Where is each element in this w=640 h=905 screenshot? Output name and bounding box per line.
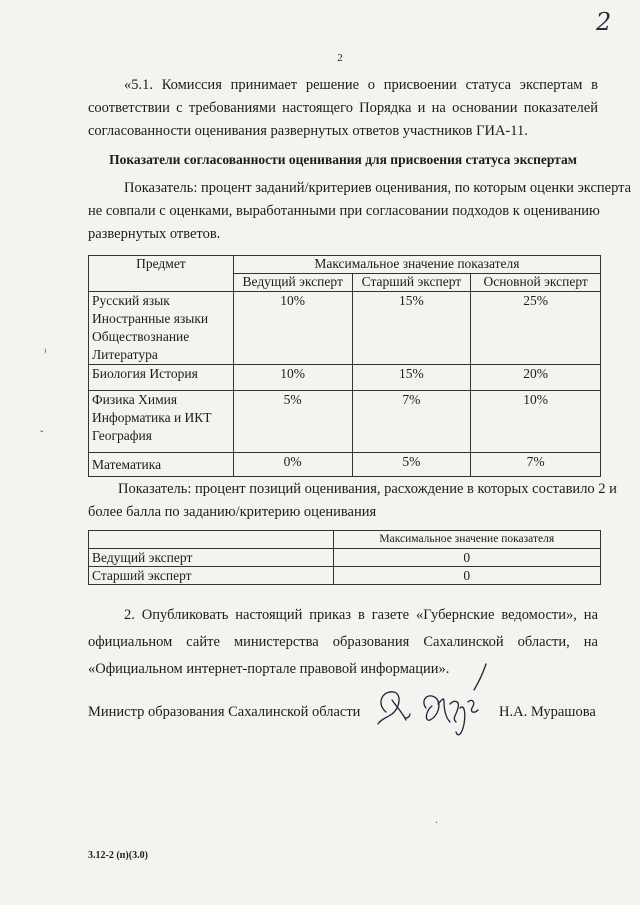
table-row (89, 391, 601, 453)
scan-mark: · (435, 818, 439, 829)
scan-mark: ˇ (40, 430, 44, 441)
value-cell: 7% (471, 453, 601, 477)
page-number: 2 (337, 52, 343, 64)
signatory-name: Н.А. Мурашова (499, 704, 596, 720)
column-header: Ведущий эксперт (233, 274, 352, 292)
max-value-header: Максимальное значение показателя (333, 531, 601, 549)
expert-label-cell: Ведущий эксперт (89, 549, 334, 567)
publish-paragraph (88, 602, 598, 683)
value-cell: 5% (352, 453, 471, 477)
value-cell: 7% (352, 391, 471, 453)
discrepancy-threshold-table (88, 530, 601, 585)
subject-header: Предмет (89, 256, 234, 292)
subject-cell: Русский язык Иностранные языки Обществознание Литература (89, 292, 234, 365)
publish-line: 2. Опубликовать настоящий приказ в газете «Губернские ведомости», на (124, 607, 598, 623)
value-cell: 0 (333, 549, 601, 567)
section-heading: Показатели согласованности оценивания для присвоения статуса экспертам (109, 152, 577, 167)
value-cell: 5% (233, 391, 352, 453)
subject-cell: Физика Химия Информатика и ИКТ География (89, 391, 234, 453)
value-cell: 10% (233, 365, 352, 391)
max-value-header: Максимальное значение показателя (233, 256, 600, 274)
handwritten-signature (372, 660, 497, 740)
indicator1-line: не совпали с оценками, выработанными при согласовании подходов к оцениванию (88, 203, 600, 219)
publish-line: официальном сайте министерства образования Сахалинской области, на (88, 634, 598, 650)
subject-cell: Биология История (89, 365, 234, 391)
signature-title: Министр образования Сахалинской области (88, 704, 361, 720)
document-code: 3.12-2 (п)(3.0) (88, 850, 148, 861)
table-row (89, 549, 601, 567)
table-row (89, 567, 601, 585)
indicator1-line: Показатель: процент заданий/критериев оценивания, по которым оценки эксперта (124, 180, 632, 196)
value-cell: 15% (352, 292, 471, 365)
scan-mark: ⁾ (44, 348, 47, 359)
table-row (89, 453, 601, 477)
experts-threshold-table (88, 255, 601, 477)
indicator1-line: развернутых ответов. (88, 226, 221, 242)
intro-line: «5.1. Комиссия принимает решение о присвоении статуса экспертам в (124, 77, 598, 93)
value-cell: 0 (333, 567, 601, 585)
table-header-row (89, 531, 601, 549)
handwritten-page-number: 2 (596, 8, 612, 36)
publish-line: «Официальном интернет-портале правовой информации». (88, 661, 450, 677)
column-header: Основной эксперт (471, 274, 601, 292)
indicator2-line: более балла по заданию/критерию оценивания (88, 504, 377, 520)
column-header: Старший эксперт (352, 274, 471, 292)
value-cell: 25% (471, 292, 601, 365)
empty-header-cell (89, 531, 334, 549)
expert-label-cell: Старший эксперт (89, 567, 334, 585)
subject-cell: Математика (89, 453, 234, 477)
value-cell: 20% (471, 365, 601, 391)
value-cell: 10% (233, 292, 352, 365)
indicator2-line: Показатель: процент позиций оценивания, расхождение в которых составило 2 и (118, 481, 617, 497)
table-row (89, 292, 601, 365)
intro-line: соответствии с требованиями настоящего Порядка и на основании показателей (88, 100, 598, 116)
intro-line: согласованности оценивания развернутых ответов участников ГИА-11. (88, 123, 528, 139)
value-cell: 15% (352, 365, 471, 391)
table-row (89, 365, 601, 391)
value-cell: 10% (471, 391, 601, 453)
intro-paragraph (88, 74, 598, 143)
indicator2-paragraph (88, 478, 617, 524)
value-cell: 0% (233, 453, 352, 477)
indicator1-paragraph (88, 177, 632, 246)
